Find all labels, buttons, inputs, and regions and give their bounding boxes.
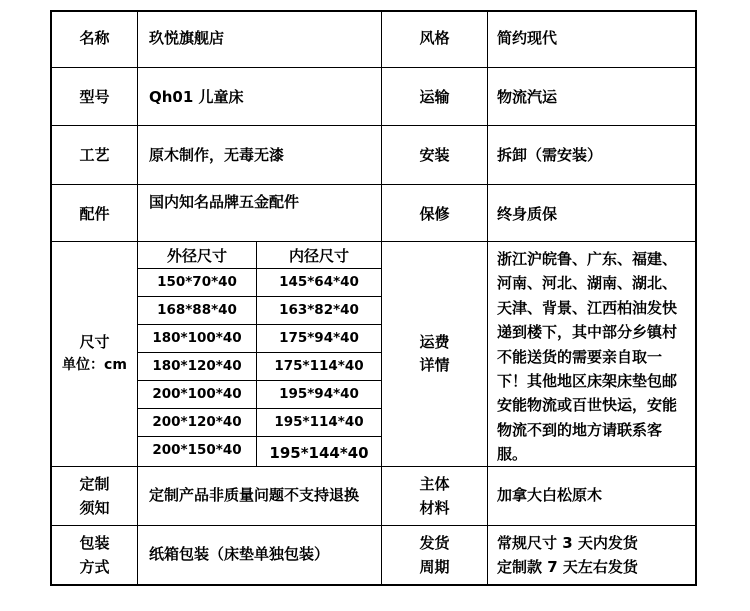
size-cell: 180*120*40 [152, 358, 242, 374]
size-cell: 200*150*40 [152, 442, 242, 458]
value-custom-notice: 定制产品非质量问题不支持退换 [149, 486, 360, 504]
label-packaging: 包装 [79, 534, 110, 552]
size-row-divider-4 [138, 352, 381, 353]
label-size: 尺寸 [79, 333, 110, 351]
label-material: 材料 [419, 499, 450, 517]
size-cell: 150*70*40 [157, 274, 237, 290]
label-warranty: 保修 [419, 205, 450, 223]
value-craft: 原木制作，无毒无漆 [149, 146, 285, 164]
value-shipping-custom: 定制款 7 天左右发货 [497, 558, 638, 576]
row-divider-4 [50, 241, 697, 242]
size-row-divider-2 [138, 296, 381, 297]
value-warranty: 终身质保 [497, 205, 558, 223]
label-style: 风格 [419, 29, 450, 47]
freight-line: 服。 [497, 445, 528, 464]
value-material: 加拿大白松原木 [497, 486, 603, 504]
label-main: 主体 [419, 475, 450, 493]
size-row-divider-3 [138, 324, 381, 325]
size-cell: 195*114*40 [274, 414, 364, 430]
freight-line: 安能物流或百世快运，安能 [497, 396, 678, 415]
value-style: 简约现代 [497, 29, 558, 47]
table-border-bottom [50, 584, 697, 586]
label-transport: 运输 [419, 88, 450, 106]
size-cell: 163*82*40 [279, 302, 359, 318]
freight-line: 浙江沪皖鲁、广东、福建、 [497, 250, 678, 268]
value-transport: 物流汽运 [497, 88, 558, 106]
size-header-outer: 外径尺寸 [166, 247, 227, 265]
label-craft: 工艺 [79, 146, 110, 164]
value-install: 拆卸（需安装） [497, 146, 603, 164]
label-shipping-period: 周期 [419, 558, 450, 576]
value-packaging: 纸箱包装（床垫单独包装） [149, 545, 330, 563]
size-cell: 145*64*40 [279, 274, 359, 290]
row-divider-3 [50, 184, 697, 185]
label-freight-detail: 详情 [419, 356, 450, 374]
size-header-inner: 内径尺寸 [288, 247, 349, 265]
size-cell: 175*114*40 [274, 358, 364, 374]
table-border-top [50, 10, 697, 12]
freight-line: 物流不到的地方请联系客 [497, 420, 663, 439]
freight-line: 天津、背景、江西柏油发快 [497, 298, 678, 317]
size-row-divider-1 [138, 268, 381, 269]
size-cell: 175*94*40 [279, 330, 359, 346]
label-freight: 运费 [419, 333, 450, 351]
freight-details [497, 247, 701, 467]
label-shipping: 发货 [419, 534, 450, 552]
col-divider-3 [487, 10, 488, 586]
label-custom-notice: 须知 [79, 499, 110, 517]
value-shipping-standard: 常规尺寸 3 天内发货 [497, 534, 638, 552]
row-divider-2 [50, 125, 697, 126]
size-cell: 168*88*40 [157, 302, 237, 318]
size-cell: 200*120*40 [152, 414, 242, 430]
size-cell: 180*100*40 [152, 330, 242, 346]
row-divider-6 [50, 525, 697, 526]
label-model: 型号 [79, 88, 110, 106]
size-row-divider-5 [138, 380, 381, 381]
freight-line: 下！其他地区床架床垫包邮 [497, 372, 678, 391]
row-divider-1 [50, 67, 697, 68]
size-cell: 200*100*40 [152, 386, 242, 402]
label-size-unit: 单位：cm [62, 357, 127, 373]
size-cell: 195*144*40 [269, 444, 369, 462]
size-row-divider-6 [138, 408, 381, 409]
label-accessories: 配件 [79, 205, 110, 223]
col-divider-1 [137, 10, 138, 586]
freight-line: 递到楼下，其中部分乡镇村 [497, 323, 678, 342]
freight-line: 不能送货的需要亲自取一 [497, 347, 663, 366]
label-packaging-method: 方式 [79, 558, 110, 576]
label-install: 安装 [419, 146, 450, 164]
value-model: Qh01 儿童床 [149, 88, 244, 106]
value-name: 玖悦旗舰店 [149, 29, 225, 47]
freight-line: 河南、河北、湖南、湖北、 [497, 274, 678, 293]
size-cell: 195*94*40 [279, 386, 359, 402]
value-accessories: 国内知名品牌五金配件 [149, 193, 300, 211]
label-custom: 定制 [79, 475, 110, 493]
size-row-divider-7 [138, 436, 381, 437]
label-name: 名称 [79, 29, 110, 47]
